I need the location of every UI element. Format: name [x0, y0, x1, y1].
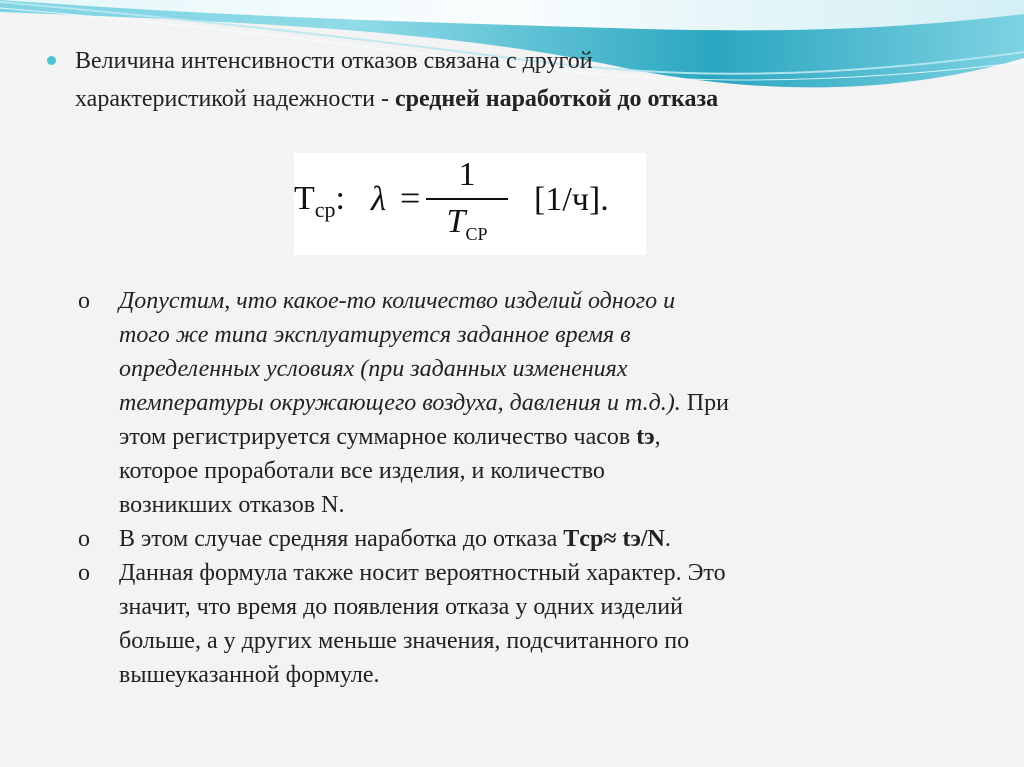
- list-item: [78, 522, 928, 556]
- intro-bold-text: средней наработкой до отказа: [394, 86, 719, 112]
- intro-text: [75, 42, 987, 118]
- item3-line3: больше, а у других меньше значения, подсчитанного по: [119, 628, 690, 654]
- formula-denominator: $T_{CP}$: [446, 203, 488, 244]
- bullet-dot-icon: [47, 56, 56, 65]
- formula-equals: =: [400, 178, 421, 218]
- formula-image: [294, 153, 646, 255]
- intro-normal-text: характеристикой надежности -: [75, 86, 395, 112]
- formula-unit: [1/ч].: [534, 181, 609, 218]
- circle-bullet-icon: o: [78, 288, 90, 314]
- formula-fraction: [426, 158, 508, 251]
- item1-line5: этом регистрируется суммарное количество часов tэ,: [119, 424, 661, 450]
- intro-line-1: Величина интенсивности отказов связана с другой: [75, 48, 593, 74]
- item1-line2: того же типа эксплуатируется заданное время в: [119, 322, 631, 348]
- circle-bullet-icon: o: [78, 560, 90, 586]
- item3-line1: Данная формула также носит вероятностный характер. Это: [119, 560, 726, 586]
- item1-line7: возникших отказов N.: [119, 492, 345, 518]
- list-item: [78, 284, 928, 522]
- formula-numerator: 1: [458, 156, 476, 193]
- item1-line4: температуры окружающего воздуха, давления и т.д.). При: [119, 390, 729, 416]
- bullet-list: [78, 284, 928, 692]
- intro-line-2: [75, 80, 987, 118]
- formula-lambda: λ: [371, 179, 387, 218]
- item1-line3: определенных условиях (при заданных изменениях: [119, 356, 628, 382]
- item3-line4: вышеуказанной формуле.: [119, 662, 380, 688]
- formula-left: $Т_{ср}$:: [294, 180, 345, 222]
- intro-bullet: [47, 42, 987, 118]
- fraction-bar: [426, 198, 508, 200]
- circle-bullet-icon: o: [78, 526, 90, 552]
- formula: [294, 153, 646, 255]
- list-item: [78, 556, 928, 692]
- item1-line6: которое проработали все изделия, и количество: [119, 458, 605, 484]
- item2-line: В этом случае средняя наработка до отказа Tср≈ tэ/N.: [119, 526, 671, 552]
- item1-line1: Допустим, что какое-то количество изделий одного и: [119, 288, 676, 314]
- item3-line2: значит, что время до появления отказа у одних изделий: [119, 594, 683, 620]
